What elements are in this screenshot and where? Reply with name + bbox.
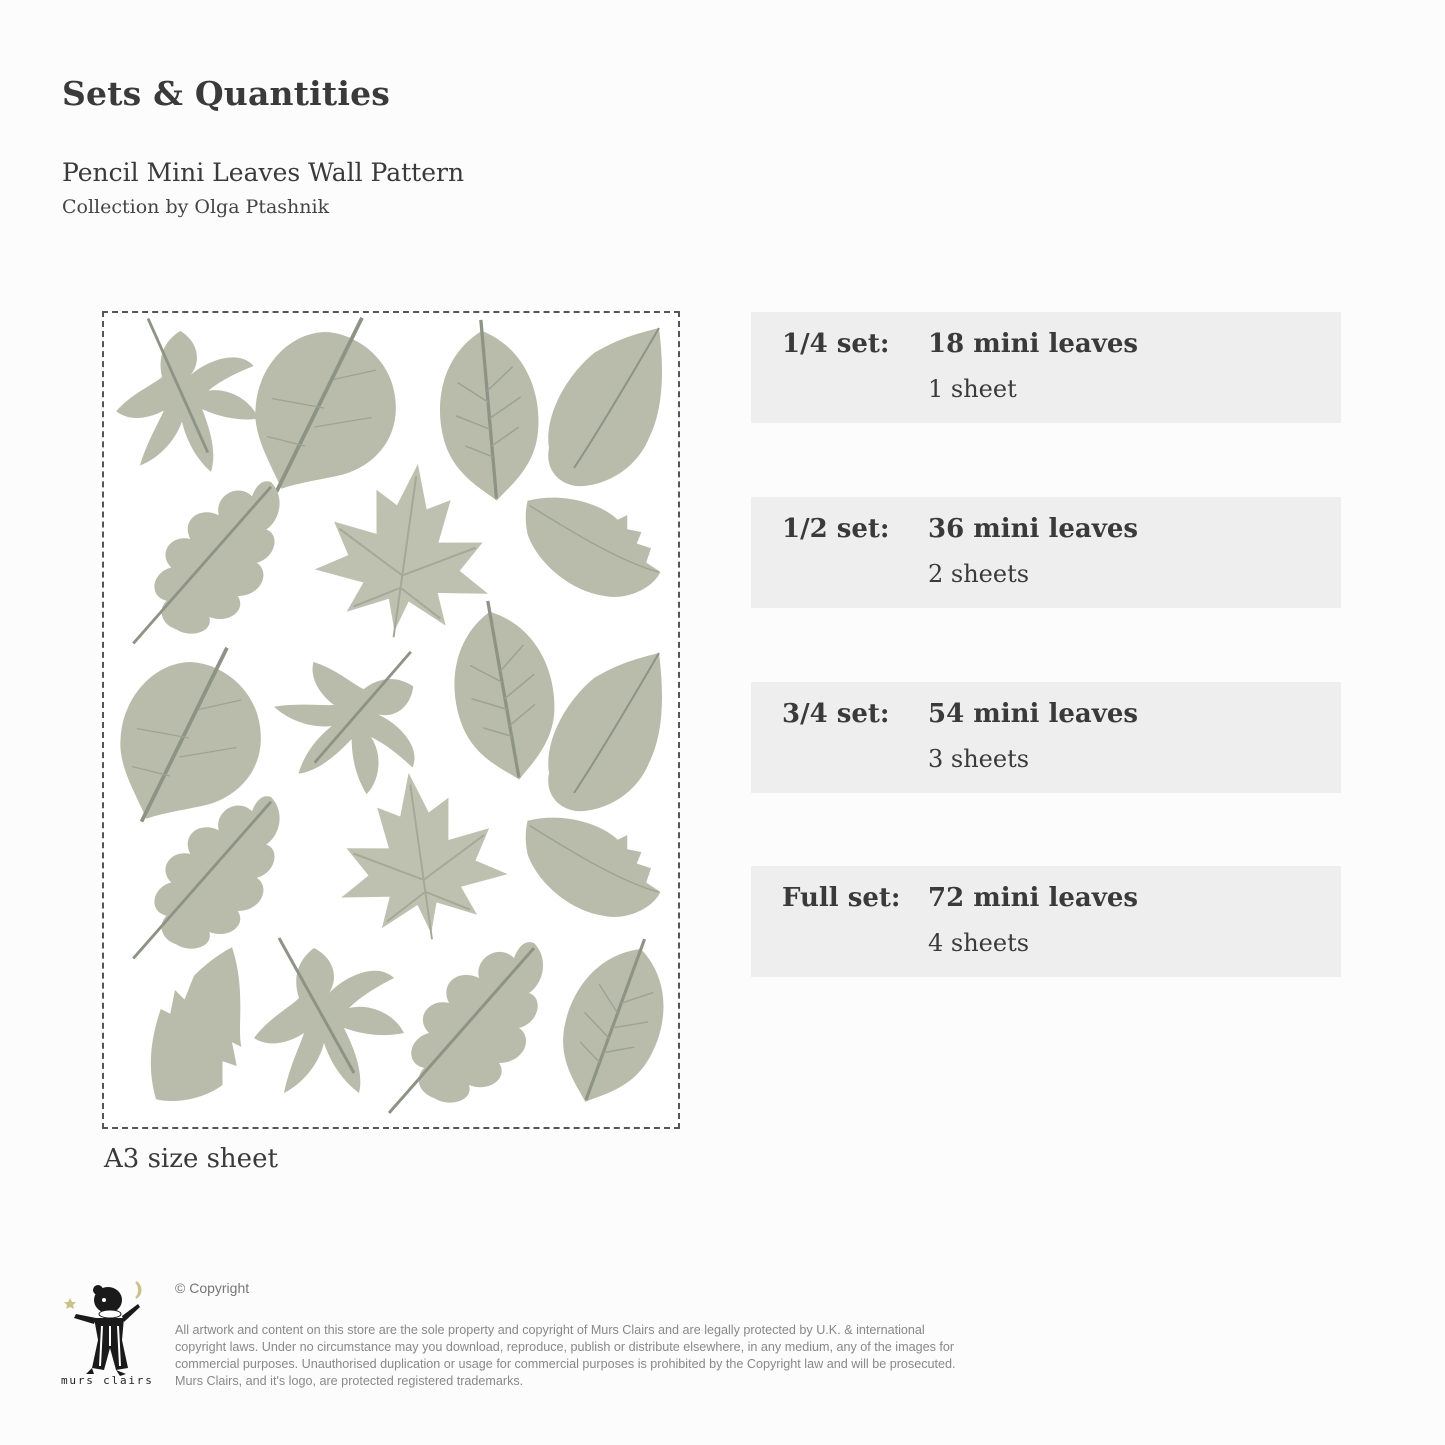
set-leaf-count: 18 mini leaves xyxy=(928,329,1139,359)
set-leaf-count: 36 mini leaves xyxy=(928,514,1139,544)
leaf-icon xyxy=(526,818,661,917)
leaf-icon xyxy=(548,653,662,811)
leaf-icon xyxy=(133,481,279,643)
copyright-title: © Copyright xyxy=(175,1280,250,1296)
leaf-icon xyxy=(541,923,678,1118)
leaf-icon xyxy=(133,796,279,958)
set-label: Full set: xyxy=(782,883,901,913)
set-leaf-count: 72 mini leaves xyxy=(928,883,1139,913)
set-label: 1/4 set: xyxy=(782,329,890,359)
sheet-size-caption: A3 size sheet xyxy=(104,1144,278,1174)
a3-sheet-preview xyxy=(102,311,680,1129)
set-sheet-count: 2 sheets xyxy=(928,560,1030,588)
leaf-icon xyxy=(440,592,568,788)
leaf-icon xyxy=(389,942,543,1113)
leaf-icon xyxy=(526,498,661,597)
leaf-icon xyxy=(432,316,545,505)
set-option-quarter xyxy=(751,312,1341,423)
product-name: Pencil Mini Leaves Wall Pattern xyxy=(62,158,465,187)
leaf-icon xyxy=(548,328,662,486)
leaf-icon xyxy=(151,947,242,1101)
page-title: Sets & Quantities xyxy=(62,74,391,113)
copyright-notice: All artwork and content on this store are the sole property and copyright of Murs Clairs and are legally protected by U.K. & international copyright laws. Under no circumstance may you download, reproduce, publish or distribute elsewhere, in any medium, any of the images for commercial purposes. Unauthorised duplication or usage for commercial purposes is prohibited by the Copyright law and will be prosecuted. Murs Clairs, and it's logo, are protected registered trademarks. xyxy=(175,1323,956,1388)
set-sheet-count: 3 sheets xyxy=(928,745,1030,773)
leaf-icon xyxy=(255,318,396,492)
collection-byline: Collection by Olga Ptashnik xyxy=(62,196,330,218)
leaf-icon xyxy=(325,761,515,951)
set-option-half xyxy=(751,497,1341,608)
leaves-illustration xyxy=(104,313,678,1127)
set-label: 1/2 set: xyxy=(782,514,890,544)
leaf-icon xyxy=(120,648,261,822)
set-leaf-count: 54 mini leaves xyxy=(928,699,1139,729)
set-sheet-count: 4 sheets xyxy=(928,929,1030,957)
set-option-three-quarter xyxy=(751,682,1341,793)
brand-name: murs clairs xyxy=(61,1374,154,1387)
leaf-icon xyxy=(112,316,267,475)
set-sheet-count: 1 sheet xyxy=(928,375,1017,403)
leaf-icon xyxy=(264,630,451,814)
leaf-icon xyxy=(254,938,404,1093)
set-option-full xyxy=(751,866,1341,977)
set-label: 3/4 set: xyxy=(782,699,890,729)
